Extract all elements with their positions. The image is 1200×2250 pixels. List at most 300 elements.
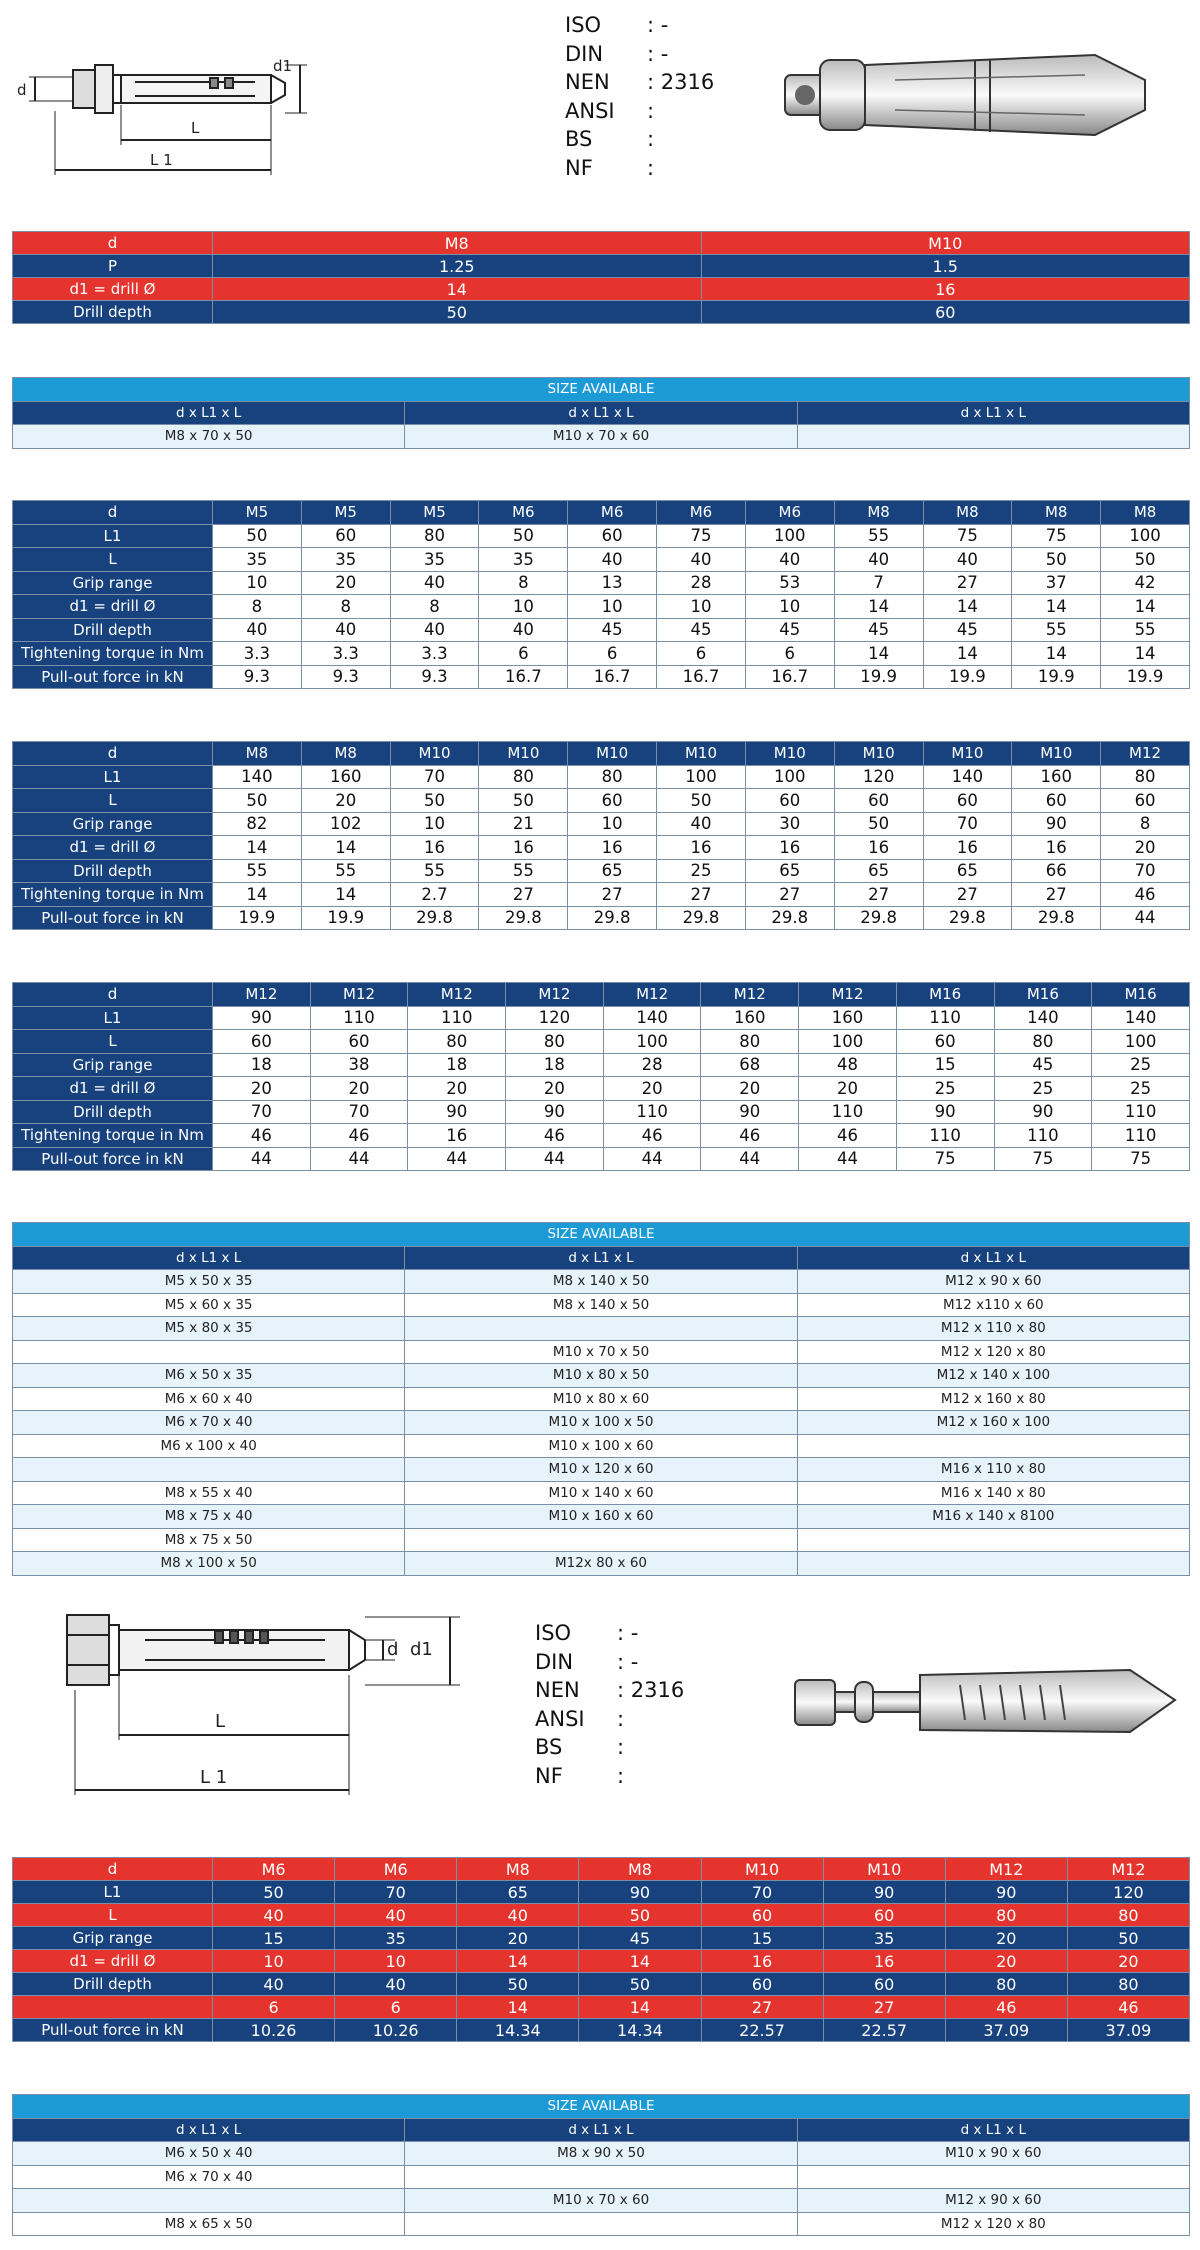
dim-cell: 110 [1092, 1124, 1190, 1148]
dim-cell: 45 [745, 618, 834, 642]
dim-label: Grip range [13, 1053, 213, 1077]
dim-cell: 28 [657, 571, 746, 595]
spec-label: d1 = drill Ø [13, 278, 213, 301]
dim-cell: 40 [657, 812, 746, 836]
dim-cell: 18 [408, 1053, 506, 1077]
dim-cell: 53 [745, 571, 834, 595]
dim-row [13, 1124, 1190, 1148]
dim-label: d1 = drill Ø [13, 595, 213, 619]
standard-value: : [647, 127, 655, 151]
size-cell: M8 x 65 x 50 [13, 2212, 405, 2236]
dim-cell: 9.3 [213, 665, 302, 689]
spec-label: d1 = drill Ø [13, 1950, 213, 1973]
dim-row [13, 642, 1190, 666]
size-row [13, 2189, 1190, 2213]
size-row [13, 2165, 1190, 2189]
spec-cell: 50 [579, 1973, 701, 1996]
spec-cell: 40 [213, 1904, 335, 1927]
dim-cell: 27 [1012, 883, 1101, 907]
spec-cell: 27 [823, 1996, 945, 2019]
size-cell: M5 x 80 x 35 [13, 1317, 405, 1341]
spec-cell: 22.57 [701, 2019, 823, 2042]
spec-cell: 50 [213, 301, 702, 324]
size-cell: M6 x 70 x 40 [13, 2165, 405, 2189]
dim-cell: 16.7 [745, 665, 834, 689]
dim-row [13, 836, 1190, 860]
dim-label: L [13, 789, 213, 813]
spec-cell: 40 [335, 1904, 457, 1927]
dim-cell: 40 [390, 571, 479, 595]
dim-label: Tightening torque in Nm [13, 1124, 213, 1148]
size-row [13, 1458, 1190, 1482]
dim-label-l: L [191, 119, 200, 137]
size-cell: M8 x 55 x 40 [13, 1481, 405, 1505]
size-cell: M8 x 70 x 50 [13, 425, 405, 449]
dim-cell: 8 [1101, 812, 1190, 836]
spec-cell: 14 [213, 278, 702, 301]
dim-row [13, 1006, 1190, 1030]
dim-cell: 44 [603, 1147, 701, 1171]
dim-cell: 46 [1101, 883, 1190, 907]
dim-cell: M12 [213, 983, 311, 1007]
dim-cell: 80 [1101, 765, 1190, 789]
dim-cell: 8 [301, 595, 390, 619]
dim-row [13, 1147, 1190, 1171]
dim-cell: M6 [568, 501, 657, 525]
spec-table-1 [12, 231, 1190, 324]
dim-cell: 14 [923, 595, 1012, 619]
dim-cell: M10 [568, 742, 657, 766]
dim-cell: 20 [1101, 836, 1190, 860]
dim-cell: 14 [213, 883, 302, 907]
dim-cell: 44 [799, 1147, 897, 1171]
dim-cell: M6 [479, 501, 568, 525]
dim-label: Pull-out force in kN [13, 665, 213, 689]
spec-cell: 20 [945, 1927, 1067, 1950]
spec-row [13, 1950, 1190, 1973]
size-title: SIZE AVAILABLE [13, 2095, 1190, 2119]
dim-cell: 30 [745, 812, 834, 836]
size-col-header: d x L1 x L [13, 1246, 405, 1270]
dim-cell: 19.9 [1012, 665, 1101, 689]
spec-cell: M6 [213, 1858, 335, 1881]
spec-label: L [13, 1904, 213, 1927]
dim-cell: 100 [745, 765, 834, 789]
dim-cell: 20 [301, 571, 390, 595]
dim-cell: 70 [1101, 859, 1190, 883]
dim-cell: M10 [834, 742, 923, 766]
dim-cell: M6 [657, 501, 746, 525]
standard-row [565, 97, 714, 126]
standard-row [535, 1705, 684, 1734]
size-col-header: d x L1 x L [405, 1246, 797, 1270]
spec-label: d [13, 232, 213, 255]
dim-cell: 16 [568, 836, 657, 860]
dim-label: d [13, 742, 213, 766]
dim-row [13, 1030, 1190, 1054]
dim-cell: 65 [745, 859, 834, 883]
dim-cell: 80 [568, 765, 657, 789]
standard-key: DIN [565, 41, 604, 66]
spec-cell: 14 [579, 1996, 701, 2019]
dim-cell: 40 [657, 548, 746, 572]
size-cell: M10 x 70 x 60 [405, 2189, 797, 2213]
dim-cell: 60 [896, 1030, 994, 1054]
dim-row [13, 548, 1190, 572]
dim-row [13, 983, 1190, 1007]
spec-cell: 70 [335, 1881, 457, 1904]
dim-cell: 160 [1012, 765, 1101, 789]
spec-cell: 50 [579, 1904, 701, 1927]
dim-cell: 35 [479, 548, 568, 572]
standard-value: : [617, 1706, 625, 1731]
size-cell [797, 1552, 1189, 1576]
size-title: SIZE AVAILABLE [13, 1223, 1190, 1247]
dim-label: d1 = drill Ø [13, 1077, 213, 1101]
spec-cell: 22.57 [823, 2019, 945, 2042]
dim-cell: 55 [213, 859, 302, 883]
dim-cell: 60 [301, 524, 390, 548]
size-row [13, 1364, 1190, 1388]
dim-cell: 19.9 [213, 906, 302, 930]
dim-cell: 46 [213, 1124, 311, 1148]
dim-cell: M10 [745, 742, 834, 766]
dim-cell: 75 [1012, 524, 1101, 548]
dim-cell: 3.3 [213, 642, 302, 666]
dim-cell: 50 [834, 812, 923, 836]
dim-cell: M12 [799, 983, 897, 1007]
dim-cell: 19.9 [301, 906, 390, 930]
spec-cell: 1.5 [701, 255, 1190, 278]
dim-cell: 55 [390, 859, 479, 883]
spec-cell: M8 [579, 1858, 701, 1881]
spec-cell: 90 [823, 1881, 945, 1904]
dim-cell: M12 [506, 983, 604, 1007]
dim-cell: 9.3 [301, 665, 390, 689]
size-cell: M12x 80 x 60 [405, 1552, 797, 1576]
dim-cell: 29.8 [923, 906, 1012, 930]
dim-cell: M10 [390, 742, 479, 766]
size-cell: M12 x 90 x 60 [797, 2189, 1189, 2213]
dim-cell: 29.8 [479, 906, 568, 930]
dim-cell: 110 [994, 1124, 1092, 1148]
size-cell [405, 2212, 797, 2236]
spec-cell: 70 [701, 1881, 823, 1904]
dim-cell: 29.8 [568, 906, 657, 930]
spec-cell: 14.34 [457, 2019, 579, 2042]
size-cell: M8 x 140 x 50 [405, 1270, 797, 1294]
dim-cell: 60 [834, 789, 923, 813]
dim-cell: 110 [896, 1006, 994, 1030]
dim-cell: 66 [1012, 859, 1101, 883]
dim-cell: 18 [506, 1053, 604, 1077]
size-row [13, 1505, 1190, 1529]
dim-cell: 20 [213, 1077, 311, 1101]
size-cell: M16 x 140 x 8100 [797, 1505, 1189, 1529]
dim-cell: 40 [834, 548, 923, 572]
spec-cell: 16 [823, 1950, 945, 1973]
dim-cell: 50 [657, 789, 746, 813]
size-col-header: d x L1 x L [13, 2118, 405, 2142]
dim-cell: 44 [506, 1147, 604, 1171]
spec-row [13, 301, 1190, 324]
dim-cell: 110 [310, 1006, 408, 1030]
dim-row [13, 812, 1190, 836]
spec-cell: 10 [213, 1950, 335, 1973]
size-cell [405, 1528, 797, 1552]
dim-label: Drill depth [13, 618, 213, 642]
standard-value: : [647, 98, 655, 123]
size-cell: M10 x 160 x 60 [405, 1505, 797, 1529]
size-cell: M12 x 110 x 80 [797, 1317, 1189, 1341]
dim-cell: 60 [745, 789, 834, 813]
size-table-2 [12, 1222, 1190, 1576]
size-cell [405, 1317, 797, 1341]
dim-cell: 20 [701, 1077, 799, 1101]
size-cell: M6 x 50 x 35 [13, 1364, 405, 1388]
dim-label: Tightening torque in Nm [13, 883, 213, 907]
dim-cell: 70 [213, 1100, 311, 1124]
size-row [13, 1411, 1190, 1435]
spec-cell: 50 [1067, 1927, 1189, 1950]
spec-label: Pull-out force in kN [13, 2019, 213, 2042]
spec-cell: 15 [701, 1927, 823, 1950]
dim-cell: 14 [1012, 595, 1101, 619]
dim-cell: 16 [923, 836, 1012, 860]
dim-cell: 20 [310, 1077, 408, 1101]
standard-key: ISO [565, 13, 602, 37]
dim-cell: 10 [568, 812, 657, 836]
dim-cell: 50 [390, 789, 479, 813]
dim-cell: 50 [479, 524, 568, 548]
dim-cell: 46 [506, 1124, 604, 1148]
standard-value: : [617, 1763, 625, 1788]
dim-cell: 27 [834, 883, 923, 907]
spec-cell: 1.25 [213, 255, 702, 278]
dim-cell: 27 [745, 883, 834, 907]
dim-cell: 25 [896, 1077, 994, 1101]
dim-cell: 20 [603, 1077, 701, 1101]
spec-row [13, 1858, 1190, 1881]
dim-cell: 75 [1092, 1147, 1190, 1171]
dim-cell: 16.7 [479, 665, 568, 689]
dim-cell: 19.9 [834, 665, 923, 689]
dim-table-2 [12, 741, 1190, 930]
dim-row [13, 883, 1190, 907]
dim-table-3 [12, 982, 1190, 1171]
size-cell: M8 x 75 x 40 [13, 1505, 405, 1529]
dim-cell: 2.7 [390, 883, 479, 907]
standard-key: NEN [565, 70, 610, 94]
spec-cell: 60 [701, 1904, 823, 1927]
dim-label: d1 = drill Ø [13, 836, 213, 860]
dim-cell: 6 [657, 642, 746, 666]
dim-cell: M16 [896, 983, 994, 1007]
dim-cell: 110 [799, 1100, 897, 1124]
dim-cell: 46 [701, 1124, 799, 1148]
dim-cell: 50 [479, 789, 568, 813]
spec-row [13, 1881, 1190, 1904]
dim-row [13, 1053, 1190, 1077]
size-cell: M12 x 120 x 80 [797, 2212, 1189, 2236]
dim-cell: 18 [213, 1053, 311, 1077]
size-cell: M10 x 70 x 60 [405, 425, 797, 449]
standard-value: : 2316 [617, 1678, 685, 1702]
dim-cell: 16 [1012, 836, 1101, 860]
size-cell: M10 x 100 x 60 [405, 1434, 797, 1458]
dim-cell: 9.3 [390, 665, 479, 689]
dim-cell: 8 [390, 595, 479, 619]
dim-cell: 110 [408, 1006, 506, 1030]
dim-cell: 55 [1012, 618, 1101, 642]
dim-cell: 3.3 [301, 642, 390, 666]
dim-cell: 45 [657, 618, 746, 642]
standard-row [535, 1619, 684, 1648]
standards-list-2 [535, 1619, 684, 1790]
size-cell: M12 x110 x 60 [797, 1293, 1189, 1317]
spec-cell: 16 [701, 278, 1190, 301]
dim-cell: M12 [408, 983, 506, 1007]
dim-cell: 80 [390, 524, 479, 548]
dim-label-d1: d1 [410, 1639, 433, 1660]
dim-cell: 29.8 [390, 906, 479, 930]
standard-row [535, 1733, 684, 1762]
size-cell [797, 1528, 1189, 1552]
dim-cell: 140 [1092, 1006, 1190, 1030]
dim-cell: 60 [1101, 789, 1190, 813]
standard-row [565, 154, 714, 183]
spec-label: Drill depth [13, 301, 213, 324]
dim-cell: 40 [301, 618, 390, 642]
dim-cell: 102 [301, 812, 390, 836]
spec-cell: 14 [457, 1996, 579, 2019]
spec-cell: 65 [457, 1881, 579, 1904]
spec-cell: 40 [213, 1973, 335, 1996]
dim-row [13, 1100, 1190, 1124]
dim-cell: 120 [506, 1006, 604, 1030]
size-cell [797, 2165, 1189, 2189]
dim-cell: M10 [1012, 742, 1101, 766]
spec-cell: 60 [823, 1904, 945, 1927]
dim-label: L1 [13, 765, 213, 789]
size-cell: M10 x 90 x 60 [797, 2142, 1189, 2166]
dim-row [13, 524, 1190, 548]
dim-label: L1 [13, 1006, 213, 1030]
dim-cell: 10 [479, 595, 568, 619]
size-table-3 [12, 2094, 1190, 2236]
dim-label: Grip range [13, 812, 213, 836]
standard-key: BS [565, 127, 593, 151]
dim-cell: 40 [745, 548, 834, 572]
size-cell: M6 x 60 x 40 [13, 1387, 405, 1411]
dim-cell: 70 [310, 1100, 408, 1124]
standard-value: : 2316 [647, 70, 715, 94]
dim-cell: M10 [657, 742, 746, 766]
standard-key: NEN [535, 1678, 580, 1702]
dim-cell: 29.8 [834, 906, 923, 930]
dim-cell: 140 [923, 765, 1012, 789]
spec-cell: 14 [457, 1950, 579, 1973]
spec-cell: 15 [213, 1927, 335, 1950]
spec-cell: 14 [579, 1950, 701, 1973]
spec-cell: 50 [213, 1881, 335, 1904]
dim-row [13, 859, 1190, 883]
dim-cell: 19.9 [1101, 665, 1190, 689]
dim-cell: 110 [896, 1124, 994, 1148]
size-row [13, 1528, 1190, 1552]
spec-cell: 46 [945, 1996, 1067, 2019]
dim-cell: 35 [390, 548, 479, 572]
size-cell: M12 x 160 x 80 [797, 1387, 1189, 1411]
anchor-drawing-2 [65, 1595, 465, 1805]
dim-cell: 27 [923, 883, 1012, 907]
dim-cell: 45 [834, 618, 923, 642]
standard-key: ANSI [535, 1706, 585, 1731]
anchor-drawing-2-svg [65, 1595, 465, 1805]
dim-cell: 14 [213, 836, 302, 860]
dim-cell: 55 [1101, 618, 1190, 642]
dim-cell: 82 [213, 812, 302, 836]
size-cell: M8 x 100 x 50 [13, 1552, 405, 1576]
dim-cell: 68 [701, 1053, 799, 1077]
dim-label: Drill depth [13, 859, 213, 883]
dim-cell: 40 [923, 548, 1012, 572]
dim-cell: 14 [834, 642, 923, 666]
dim-cell: 46 [310, 1124, 408, 1148]
dim-label: Pull-out force in kN [13, 1147, 213, 1171]
anchor-drawing-1 [15, 25, 315, 185]
dim-label: L [13, 548, 213, 572]
standard-row [565, 68, 714, 97]
spec-label: d [13, 1858, 213, 1881]
dim-cell: 25 [1092, 1077, 1190, 1101]
standard-value: : - [647, 13, 669, 37]
dim-row [13, 1077, 1190, 1101]
dim-cell: 38 [310, 1053, 408, 1077]
dim-cell: 40 [479, 618, 568, 642]
dim-cell: 28 [603, 1053, 701, 1077]
dim-label-l: L [215, 1711, 226, 1732]
dim-cell: M12 [701, 983, 799, 1007]
spec-cell: 50 [457, 1973, 579, 1996]
size-cell: M6 x 70 x 40 [13, 1411, 405, 1435]
dim-cell: 60 [923, 789, 1012, 813]
dim-row [13, 595, 1190, 619]
spec-label: P [13, 255, 213, 278]
dim-cell: 8 [479, 571, 568, 595]
size-col-header: d x L1 x L [405, 2118, 797, 2142]
dim-row [13, 618, 1190, 642]
dim-cell: M12 [310, 983, 408, 1007]
dim-cell: 50 [213, 524, 302, 548]
spec-cell: 14.34 [579, 2019, 701, 2042]
spec-row [13, 2019, 1190, 2042]
dim-cell: 80 [701, 1030, 799, 1054]
dim-cell: 14 [301, 836, 390, 860]
dim-label-d1: d1 [273, 57, 293, 75]
size-title: SIZE AVAILABLE [13, 378, 1190, 402]
anchor-photo-1-svg [775, 35, 1155, 155]
dim-cell: 70 [390, 765, 479, 789]
spec-row [13, 1904, 1190, 1927]
dim-label: d [13, 501, 213, 525]
dim-cell: 10 [390, 812, 479, 836]
dim-cell: 20 [301, 789, 390, 813]
spec-cell: 40 [335, 1973, 457, 1996]
dim-cell: 14 [1101, 642, 1190, 666]
standard-key: BS [535, 1735, 563, 1759]
dim-cell: 75 [994, 1147, 1092, 1171]
